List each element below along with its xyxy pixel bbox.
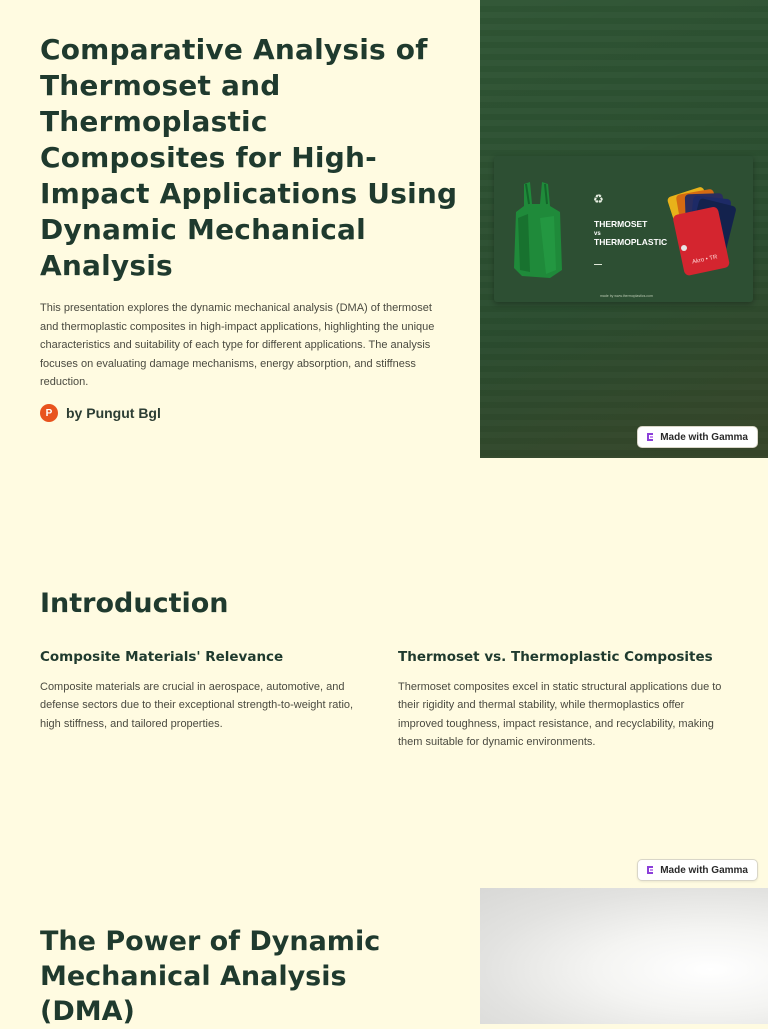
slide-divider <box>594 264 602 265</box>
cover-section <box>0 0 768 458</box>
made-with-gamma-badge[interactable] <box>637 426 758 448</box>
card-title-thermoset-vs-thermoplastic: Thermoset vs. Thermoplastic Composites <box>398 649 713 665</box>
introduction-heading: Introduction <box>40 588 229 619</box>
slide-preview-image <box>494 156 753 302</box>
gamma-logo-icon <box>645 432 655 442</box>
plastic-swatches-illustration <box>664 182 744 278</box>
dma-image <box>480 888 768 1024</box>
card-text-composite-relevance: Composite materials are crucial in aerospace, automotive, and defense sectors due to their exceptional strength-to-weight ratio, high stiffness, and tailored properties. <box>40 681 354 730</box>
plastic-bag-illustration <box>510 178 566 282</box>
avatar: P <box>40 404 58 422</box>
recycle-icon: ♻ <box>593 192 604 206</box>
cover-hero-image <box>480 0 768 458</box>
slide-title-thermoplastic: THERMOPLASTIC <box>594 237 668 247</box>
dma-heading: The Power of Dynamic Mechanical Analysis (DMA) <box>40 926 381 1027</box>
made-with-gamma-badge[interactable] <box>637 859 758 881</box>
cover-description: This presentation explores the dynamic mechanical analysis (DMA) of thermoset and thermoplastic composites in high-impact applications, highlighting the unique characteristics and suitability of each type for different applications. The analysis focuses on evaluating damage mechanisms, energy absorption, and stiffness reduction. <box>40 302 435 388</box>
cover-title: Comparative Analysis of Thermoset and Thermoplastic Composites for High-Impact Applications Using Dynamic Mechanical Analysis <box>40 33 458 282</box>
introduction-section <box>0 458 768 888</box>
author-name: by Pungut Bgl <box>66 405 161 421</box>
dma-section <box>0 888 768 1027</box>
author <box>40 404 161 422</box>
badge-label: Made with Gamma <box>660 864 748 876</box>
card-text-thermoset-vs-thermoplastic: Thermoset composites excel in static structural applications due to their rigidity and thermal stability, while thermoplastics offer improved toughness, impact resistance, and recyclability, making them suitable for dynamic environments. <box>398 681 722 748</box>
slide-url: made by www.thermoplastics.com <box>600 294 653 298</box>
card-title-composite-relevance: Composite Materials' Relevance <box>40 649 284 665</box>
swatch-label: Akro • TR <box>691 254 719 266</box>
gamma-logo-icon <box>645 865 655 875</box>
slide-title-thermoset: THERMOSET <box>594 219 648 229</box>
slide-title-vs: vs <box>594 231 601 237</box>
badge-label: Made with Gamma <box>660 431 748 443</box>
